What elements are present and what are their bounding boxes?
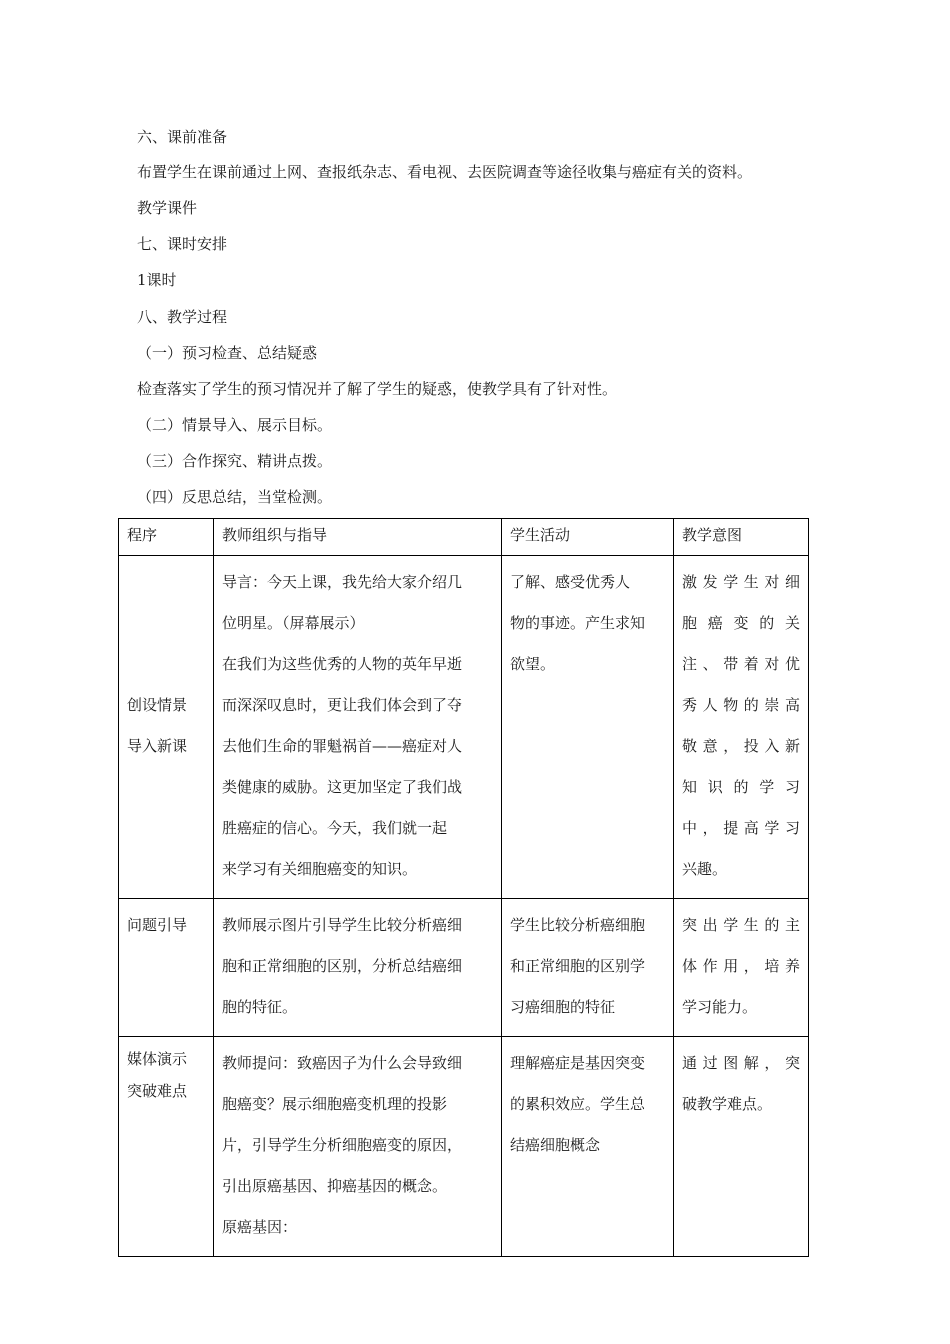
header-cell: 教学意图 xyxy=(674,519,809,556)
step-4: （四）反思总结，当堂检测。 xyxy=(137,488,333,506)
intent-line: 胞癌变的关 xyxy=(682,614,800,632)
teacher-line: 原癌基因： xyxy=(222,1218,298,1236)
heading-process: 八、教学过程 xyxy=(137,308,228,326)
student-line: 理解癌症是基因突变 xyxy=(510,1054,646,1072)
intent-line: 学习能力。 xyxy=(682,998,758,1016)
step-2: （二）情景导入、展示目标。 xyxy=(137,416,333,434)
header-cell: 教师组织与指导 xyxy=(214,519,502,556)
student-cell xyxy=(502,899,674,1037)
teacher-line: 来学习有关细胞癌变的知识。 xyxy=(222,860,418,878)
step-1: （一）预习检查、总结疑惑 xyxy=(137,344,318,362)
teacher-line: 胞癌变？展示细胞癌变机理的投影 xyxy=(222,1095,448,1113)
student-cell xyxy=(502,556,674,899)
step-3: （三）合作探究、精讲点拨。 xyxy=(137,452,333,470)
student-line: 习癌细胞的特征 xyxy=(510,998,616,1016)
intent-line: 体作用，培养 xyxy=(682,957,800,975)
teacher-cell xyxy=(214,1037,502,1257)
heading-prep: 六、课前准备 xyxy=(137,128,228,146)
courseware-text: 教学课件 xyxy=(137,199,198,217)
student-line: 了解、感受优秀人 xyxy=(510,573,631,591)
student-line: 欲望。 xyxy=(510,655,556,673)
intent-line: 中，提高学习 xyxy=(682,819,800,837)
teacher-line: 教师展示图片引导学生比较分析癌细 xyxy=(222,916,463,934)
table-row xyxy=(119,1037,809,1257)
teacher-line: 片，引导学生分析细胞癌变的原因， xyxy=(222,1136,463,1154)
stage-line: 媒体演示 xyxy=(127,1050,188,1068)
table-row xyxy=(119,556,809,899)
intent-line: 知识的学习 xyxy=(682,778,800,796)
student-line: 学生比较分析癌细胞 xyxy=(510,916,646,934)
teacher-line: 而深深叹息时，更让我们体会到了夺 xyxy=(222,696,463,714)
teacher-line: 导言：今天上课，我先给大家介绍几 xyxy=(222,573,463,591)
student-line: 物的事迹。产生求知 xyxy=(510,614,646,632)
teacher-cell xyxy=(214,556,502,899)
teacher-line: 在我们为这些优秀的人物的英年早逝 xyxy=(222,655,463,673)
teacher-line: 教师提问：致癌因子为什么会导致细 xyxy=(222,1054,463,1072)
stage-line: 导入新课 xyxy=(127,737,188,755)
teacher-line: 胞和正常细胞的区别，分析总结癌细 xyxy=(222,957,463,975)
teacher-line: 胞的特征。 xyxy=(222,998,298,1016)
stage-cell xyxy=(119,1037,214,1257)
student-cell xyxy=(502,1037,674,1257)
step-1-text: 检查落实了学生的预习情况并了解了学生的疑惑，使教学具有了针对性。 xyxy=(137,380,618,398)
teacher-cell xyxy=(214,899,502,1037)
intent-line: 兴趣。 xyxy=(682,860,728,878)
lesson-table xyxy=(118,518,809,1257)
intent-line: 突出学生的主 xyxy=(682,916,800,934)
teacher-line: 类健康的威胁。这更加坚定了我们战 xyxy=(222,778,463,796)
stage-line: 突破难点 xyxy=(127,1082,188,1100)
intent-line: 敬意，投入新 xyxy=(682,737,800,755)
table-header-row xyxy=(119,519,809,556)
stage-cell xyxy=(119,899,214,1037)
heading-hours: 七、课时安排 xyxy=(137,235,228,253)
intent-line: 注、带着对优 xyxy=(682,655,800,673)
table-row xyxy=(119,899,809,1037)
stage-line: 创设情景 xyxy=(127,696,188,714)
intent-line: 激发学生对细 xyxy=(682,573,800,591)
header-cell: 程序 xyxy=(119,519,214,556)
hours-value: 1课时 xyxy=(137,271,177,289)
stage-line: 问题引导 xyxy=(127,916,188,934)
teacher-line: 胜癌症的信心。今天，我们就一起 xyxy=(222,819,448,837)
header-cell: 学生活动 xyxy=(502,519,674,556)
intent-line: 通过图解，突 xyxy=(682,1054,800,1072)
teacher-line: 去他们生命的罪魁祸首——癌症对人 xyxy=(222,737,463,755)
intent-line: 破教学难点。 xyxy=(682,1095,773,1113)
student-line: 结癌细胞概念 xyxy=(510,1136,601,1154)
student-line: 和正常细胞的区别学 xyxy=(510,957,646,975)
student-line: 的累积效应。学生总 xyxy=(510,1095,646,1113)
teacher-line: 位明星。（屏幕展示） xyxy=(222,614,365,632)
intent-cell xyxy=(674,899,809,1037)
stage-cell xyxy=(119,556,214,899)
teacher-line: 引出原癌基因、抑癌基因的概念。 xyxy=(222,1177,448,1195)
intent-cell xyxy=(674,556,809,899)
intent-line: 秀人物的崇高 xyxy=(682,696,800,714)
intent-cell xyxy=(674,1037,809,1257)
prep-text: 布置学生在课前通过上网、查报纸杂志、看电视、去医院调查等途径收集与癌症有关的资料。 xyxy=(137,163,753,181)
